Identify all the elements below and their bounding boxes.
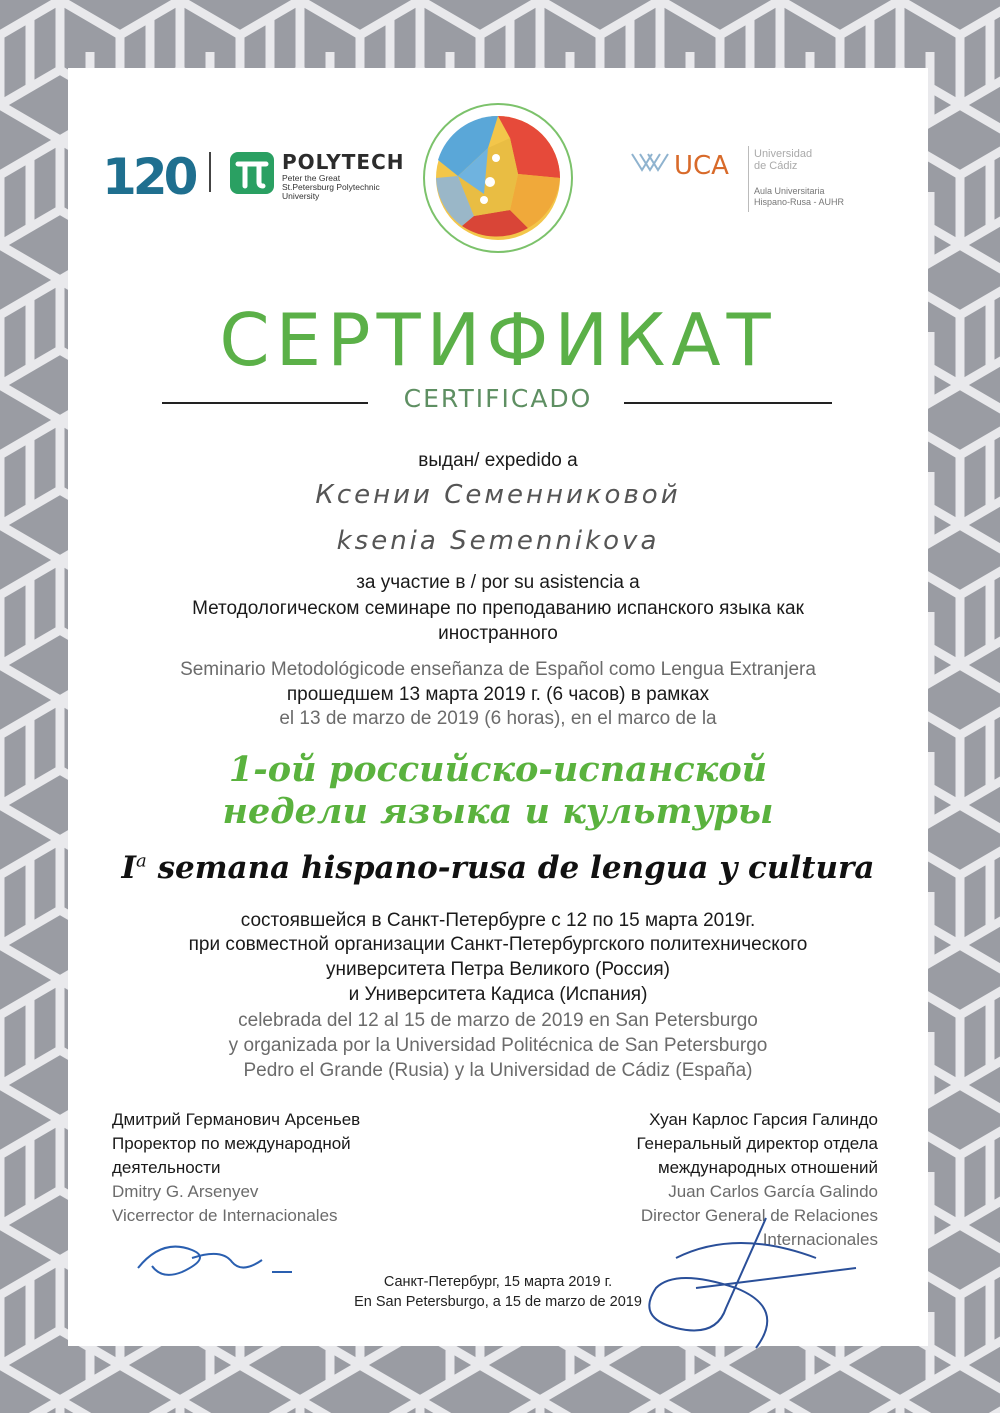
signatory-left-name-ru: Дмитрий Германович Арсеньев (112, 1110, 361, 1129)
details-russian-line-3: университета Петра Великого (Россия) (326, 959, 670, 980)
week-title-russian-line-2: недели языка и культуры (222, 791, 774, 832)
details-spanish-line-3: Pedro el Grande (Rusia) y la Universidad de Cádiz (España) (243, 1060, 753, 1081)
signatory-right-title-es-1: Director General de Relaciones (640, 1206, 878, 1225)
anniversary-120-logo: 120 (102, 148, 195, 206)
recipient-name-latin: ksenia Semennikova (336, 526, 660, 556)
seminar-date-spanish: el 13 de marzo de 2019 (6 horas), en el marco de la (279, 708, 717, 729)
signatory-left-name-es: Dmitry G. Arsenyev (112, 1182, 259, 1201)
signatory-left-title-es: Vicerrector de Internacionales (112, 1206, 338, 1225)
seminar-russian-line-2: иностранного (438, 623, 558, 644)
signatory-right-name-ru: Хуан Карлос Гарсия Галиндо (649, 1110, 878, 1129)
signatory-right-name-es: Juan Carlos García Galindo (668, 1182, 878, 1201)
polytech-pi-logo-icon (230, 152, 274, 194)
participation-label: за участие в / por su asistencia a (356, 572, 640, 593)
uca-aula-name: Aula Universitaria Hispano-Rusa - AUHR (754, 186, 845, 207)
signatory-right-title-ru-2: международных отношений (657, 1158, 878, 1177)
title-russian: СЕРТИФИКАТ (219, 298, 777, 382)
certificate-sheet (68, 68, 928, 1346)
seminar-russian-line-1: Методологическом семинаре по преподаванию испанского языка как (192, 598, 804, 619)
signatory-right-title-es-2: Internacionales (762, 1230, 878, 1249)
details-russian-line-1: состоявшейся в Санкт-Петербурге с 12 по 15 марта 2019г. (240, 910, 756, 931)
signatory-left-title-ru-1: Проректор по международной (112, 1134, 351, 1153)
details-spanish-line-1: celebrada del 12 al 15 de marzo de 2019 en San Petersburgo (238, 1010, 758, 1031)
title-spanish: CERTIFICADO (403, 384, 593, 413)
seminar-date-russian: прошедшем 13 марта 2019 г. (6 часов) в рамках (286, 684, 710, 705)
issued-label: выдан/ expedido a (418, 450, 578, 471)
title-rule-right (624, 402, 832, 404)
seminar-spanish: Seminario Metodológicode enseñanza de Español como Lengua Extranjera (180, 659, 816, 680)
language-week-emblem (418, 98, 578, 258)
uca-divider (748, 146, 749, 212)
signatory-left (112, 1108, 360, 1228)
details-spanish-line-2: y organizada por la Universidad Politécnica de San Petersburgo (228, 1035, 768, 1056)
uca-logo (628, 144, 748, 184)
week-title-russian-line-1: 1-ой российско-испанской (228, 749, 768, 790)
place-date-spanish: En San Petersburgo, a 15 de marzo de 2019 (354, 1294, 642, 1310)
polytech-subtitle: Peter the Great St.Petersburg Polytechnic University (282, 173, 380, 201)
polytech-name: POLYTECH (282, 150, 405, 174)
details-russian-line-2: при совместной организации Санкт-Петербургского политехнического (188, 934, 808, 955)
week-title-spanish: $I^a$ semana hispano-rusa de lengua y cultura (121, 850, 875, 886)
place-date-russian: Санкт-Петербург, 15 марта 2019 г. (383, 1274, 613, 1290)
logo-divider (209, 152, 211, 192)
uca-letters: UCA (674, 151, 729, 181)
signatory-right-title-ru-1: Генеральный директор отдела (636, 1134, 878, 1153)
details-russian-line-4: и Университета Кадиса (Испания) (348, 984, 648, 1005)
recipient-name-russian: Ксении Семенниковой (315, 480, 681, 510)
uca-university-name: Universidad de Cádiz (754, 148, 813, 172)
signatory-left-title-ru-2: деятельности (112, 1158, 221, 1177)
